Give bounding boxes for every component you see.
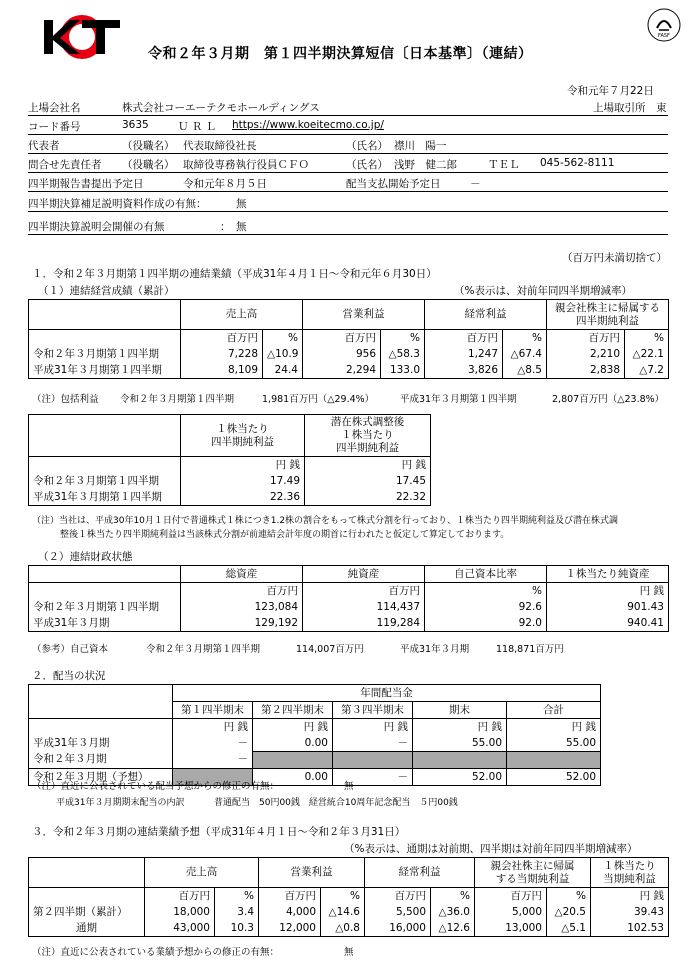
unit-million: 百万円 <box>425 330 503 347</box>
page-title: 令和２年３月期 第１四半期決算短信〔日本基準〕（連結） <box>148 46 533 62</box>
cell: 5,000 <box>475 904 547 920</box>
rep-label: 代表者 <box>28 140 60 152</box>
cell-shaded <box>413 752 507 769</box>
header-equity-ratio: 自己資本比率 <box>425 566 547 583</box>
cell: △20.5 <box>547 904 591 920</box>
section2-heading: ２．配当の状況 <box>32 670 106 682</box>
unit-million: 百万円 <box>303 330 381 347</box>
report-date: 令和元年８月５日 <box>183 178 267 190</box>
cell: △5.1 <box>547 920 591 937</box>
table-row <box>29 473 431 489</box>
section1-sub2: （２）連結財政状態 <box>38 551 133 563</box>
header-annual-dividend: 年間配当金 <box>173 685 601 702</box>
supp-material-value: 無 <box>236 198 247 210</box>
divider <box>28 115 668 116</box>
divider <box>28 191 668 192</box>
table-row <box>29 346 669 362</box>
header-ordinary-income: 経常利益 <box>365 858 475 888</box>
cell: 133.0 <box>381 362 425 379</box>
eps-note-line1: （注）当社は、平成30年10月１日付で普通株式１株につき1.2株の割合をもって株式分割を行っており、１株当たり四半期純利益及び潜在株式調 <box>32 516 619 526</box>
publish-date: 令和元年７月22日 <box>567 85 654 97</box>
header-q1: 第１四半期末 <box>173 702 253 719</box>
rep-name: 襟川 陽一 <box>394 140 447 152</box>
header-blank <box>29 415 181 457</box>
row-label: 平成31年３月期 <box>29 615 181 632</box>
cell: 0.00 <box>253 735 333 752</box>
unit-million: 百万円 <box>475 888 547 905</box>
comp-income-prev-label: 平成31年３月期第１四半期 <box>400 394 517 405</box>
unit-million: 百万円 <box>145 888 215 905</box>
unit-yen: 円 銭 <box>507 719 601 736</box>
table-row <box>29 489 431 506</box>
cell: △67.4 <box>503 346 547 362</box>
unit-pct: % <box>625 330 669 347</box>
unit-yen: 円 銭 <box>173 719 253 736</box>
dividend-note2-value: 普通配当 50円00銭 経営統合10周年記念配当 ５円00銭 <box>214 798 458 808</box>
header-eps: １株当たり 当期純利益 <box>591 858 669 888</box>
unit-pct: % <box>263 330 303 347</box>
supp-material-label: 四半期決算補足説明資料作成の有無： <box>28 198 207 210</box>
equity-note-cur-label: 令和２年３月期第１四半期 <box>146 644 261 655</box>
unit: 百万円 <box>181 583 303 600</box>
row-label: 通期 <box>29 920 145 937</box>
header-net-income: 親会社株主に帰属する 四半期純利益 <box>547 300 669 330</box>
section1-sub1: （１）連結経営成績（累計） <box>38 285 175 297</box>
row-label: 平成31年３月期第１四半期 <box>29 489 181 506</box>
koei-tecmo-logo <box>40 14 124 60</box>
briefing-colon: ： <box>220 221 231 233</box>
cell: 24.4 <box>263 362 303 379</box>
forecast-footer-value: 無 <box>344 947 354 958</box>
divider <box>28 172 668 173</box>
header-bps: １株当たり純資産 <box>547 566 669 583</box>
divider <box>28 234 668 235</box>
briefing-label: 四半期決算説明会開催の有無 <box>28 221 165 233</box>
header-blank <box>29 685 173 719</box>
cell: 22.36 <box>181 489 305 506</box>
section3-note: （%表示は、通期は対前期、四半期は対前年同四半期増減率） <box>344 843 638 855</box>
cell: △12.6 <box>431 920 475 937</box>
cell: 2,210 <box>547 346 625 362</box>
cell: － <box>333 735 413 752</box>
cell: 92.6 <box>425 599 547 615</box>
cell-shaded <box>507 752 601 769</box>
divider <box>28 211 668 212</box>
header-blank <box>29 566 181 583</box>
eps-table <box>28 414 431 506</box>
cell-shaded <box>253 752 333 769</box>
section1-sub1-note: （%表示は、対前年同四半期増減率） <box>454 285 632 297</box>
cell: 956 <box>303 346 381 362</box>
cell: 52.00 <box>507 769 601 786</box>
row-label: 平成31年３月期 <box>29 735 173 752</box>
unit-pct: % <box>547 888 591 905</box>
cell: 92.0 <box>425 615 547 632</box>
rep-name-label: （氏名） <box>346 140 388 152</box>
cell: △36.0 <box>431 904 475 920</box>
contact-title: 取締役専務執行役員ＣＦＯ <box>183 159 309 171</box>
row-label: 令和２年３月期（予想） <box>29 769 173 786</box>
cell: 2,838 <box>547 362 625 379</box>
unit-pct: % <box>431 888 475 905</box>
cell: 7,228 <box>181 346 263 362</box>
row-label: 令和２年３月期第１四半期 <box>29 473 181 489</box>
rep-title-label: （役職名） <box>122 140 175 152</box>
equity-note-prev-value: 118,871百万円 <box>496 644 564 655</box>
header-q3: 第３四半期末 <box>333 702 413 719</box>
unit-blank <box>29 888 145 905</box>
header-eps: １株当たり 四半期純利益 <box>181 415 305 457</box>
unit-yen: 円 銭 <box>181 457 305 474</box>
cell: 18,000 <box>145 904 215 920</box>
unit-million: 百万円 <box>259 888 321 905</box>
cell: 114,437 <box>303 599 425 615</box>
section3-heading: ３．令和２年３月期の連結業績予想（平成31年４月１日～令和２年３月31日） <box>32 826 406 838</box>
header-operating-income: 営業利益 <box>303 300 425 330</box>
equity-note-prev-label: 平成31年３月期 <box>400 644 470 655</box>
dividend-start: － <box>470 178 481 190</box>
cell: 17.45 <box>305 473 431 489</box>
table-row <box>29 735 601 752</box>
svg-text:FASF: FASF <box>658 33 670 39</box>
cell: － <box>173 735 253 752</box>
cell: 119,284 <box>303 615 425 632</box>
unit-million: 百万円 <box>181 330 263 347</box>
dividend-start-label: 配当支払開始予定日 <box>346 178 441 190</box>
header-total: 合計 <box>507 702 601 719</box>
comp-income-cur-value: 1,981百万円（△29.4%） <box>262 394 375 405</box>
briefing-value: 無 <box>236 221 247 233</box>
cell: － <box>173 752 253 769</box>
forecast-footer-label: （注）直近に公表されている業績予想からの修正の有無： <box>32 947 280 958</box>
cell: △58.3 <box>381 346 425 362</box>
cell: 102.53 <box>591 920 669 937</box>
header-ordinary-income: 経常利益 <box>425 300 547 330</box>
header-blank <box>29 858 145 888</box>
cell: 901.43 <box>547 599 669 615</box>
report-date-label: 四半期報告書提出予定日 <box>28 178 144 190</box>
performance-table <box>28 299 669 379</box>
cell: △0.8 <box>321 920 365 937</box>
row-label: 令和２年３月期第１四半期 <box>29 599 181 615</box>
table-row <box>29 599 669 615</box>
unit-yen: 円 銭 <box>413 719 507 736</box>
unit-pct: % <box>381 330 425 347</box>
unit-million: 百万円 <box>547 330 625 347</box>
cell: 8,109 <box>181 362 263 379</box>
header-diluted-eps: 潜在株式調整後 １株当たり 四半期純利益 <box>305 415 431 457</box>
unit-blank <box>29 330 181 347</box>
url-label: Ｕ Ｒ Ｌ <box>178 121 217 133</box>
unit-blank <box>29 719 173 736</box>
unit-yen: 円 銭 <box>333 719 413 736</box>
cell: 16,000 <box>365 920 431 937</box>
table-row <box>29 752 601 769</box>
unit: 百万円 <box>303 583 425 600</box>
company-url-link[interactable]: https://www.koeitecmo.co.jp/ <box>232 119 384 131</box>
rep-title: 代表取締役社長 <box>183 140 257 152</box>
header-blank <box>29 300 181 330</box>
financial-position-table <box>28 565 669 632</box>
contact-name-label: （氏名） <box>346 159 388 171</box>
row-label: 第２四半期（累計） <box>29 904 145 920</box>
cell: 3.4 <box>215 904 259 920</box>
cell: 22.32 <box>305 489 431 506</box>
header-q2: 第２四半期末 <box>253 702 333 719</box>
unit: % <box>425 583 547 600</box>
table-row <box>29 615 669 632</box>
listed-company-value: 株式会社コーエーテクモホールディングス <box>122 102 320 114</box>
unit-yen: 円 銭 <box>305 457 431 474</box>
header-net-income: 親会社株主に帰属 する当期純利益 <box>475 858 591 888</box>
header-net-assets: 純資産 <box>303 566 425 583</box>
comp-income-prev-value: 2,807百万円（△23.8%） <box>552 394 665 405</box>
fasf-mark-icon <box>647 8 681 42</box>
cell: 55.00 <box>413 735 507 752</box>
cell: 13,000 <box>475 920 547 937</box>
cell: 2,294 <box>303 362 381 379</box>
dividend-table <box>28 684 601 786</box>
comp-income-label: （注）包括利益 <box>32 394 99 405</box>
cell: △7.2 <box>625 362 669 379</box>
cell-shaded <box>333 752 413 769</box>
cell: － <box>333 769 413 786</box>
eps-note-line2: 整後１株当たり四半期純利益は当該株式分割が前連結会計年度の期首に行われたと仮定して算定しております。 <box>60 530 510 540</box>
row-label: 平成31年３月期第１四半期 <box>29 362 181 379</box>
unit-yen: 円 銭 <box>591 888 669 905</box>
row-label: 令和２年３月期第１四半期 <box>29 346 181 362</box>
unit-pct: % <box>215 888 259 905</box>
cell: 1,247 <box>425 346 503 362</box>
cell: 940.41 <box>547 615 669 632</box>
forecast-table <box>28 857 669 937</box>
cell: △8.5 <box>503 362 547 379</box>
cell: 10.3 <box>215 920 259 937</box>
cell: 55.00 <box>507 735 601 752</box>
table-row <box>29 920 669 937</box>
header-operating-income: 営業利益 <box>259 858 365 888</box>
cell: 3,826 <box>425 362 503 379</box>
unit-note: （百万円未満切捨て） <box>562 252 667 264</box>
tel-label: ＴＥＬ <box>488 159 520 171</box>
cell: 5,500 <box>365 904 431 920</box>
contact-label: 問合せ先責任者 <box>28 159 102 171</box>
dividend-note1-label: （注）直近に公表されている配当予想からの修正の有無： <box>32 781 280 792</box>
equity-note-label: （参考）自己資本 <box>32 644 109 655</box>
code-label: コード番号 <box>28 121 81 133</box>
table-row <box>29 362 669 379</box>
header-total-assets: 総資産 <box>181 566 303 583</box>
contact-name: 浅野 健二郎 <box>394 159 457 171</box>
header-year-end: 期末 <box>413 702 507 719</box>
cell: △22.1 <box>625 346 669 362</box>
code-value: 3635 <box>122 119 149 131</box>
dividend-note2-label: 平成31年３月期期末配当の内訳 <box>56 798 185 808</box>
tel-value: 045-562-8111 <box>540 157 615 169</box>
contact-title-label: （役職名） <box>122 159 175 171</box>
cell: 12,000 <box>259 920 321 937</box>
unit-pct: % <box>321 888 365 905</box>
row-label: 令和２年３月期 <box>29 752 173 769</box>
dividend-note1-value: 無 <box>344 781 354 792</box>
table-row <box>29 904 669 920</box>
cell: 123,084 <box>181 599 303 615</box>
divider <box>28 153 668 154</box>
cell: △14.6 <box>321 904 365 920</box>
cell: 43,000 <box>145 920 215 937</box>
comp-income-cur-label: 令和２年３月期第１四半期 <box>120 394 235 405</box>
cell: 0.00 <box>253 769 333 786</box>
equity-note-cur-value: 114,007百万円 <box>296 644 364 655</box>
header-sales: 売上高 <box>181 300 303 330</box>
unit: 円 銭 <box>547 583 669 600</box>
unit-million: 百万円 <box>365 888 431 905</box>
stock-exchange: 上場取引所 東 <box>593 102 667 114</box>
unit-blank <box>29 457 181 474</box>
divider <box>28 134 668 135</box>
section1-heading: １．令和２年３月期第１四半期の連結業績（平成31年４月１日～令和元年６月30日） <box>32 268 437 280</box>
cell: 129,192 <box>181 615 303 632</box>
header-sales: 売上高 <box>145 858 259 888</box>
unit-blank <box>29 583 181 600</box>
unit-pct: % <box>503 330 547 347</box>
listed-company-label: 上場会社名 <box>28 102 81 114</box>
cell: 52.00 <box>413 769 507 786</box>
cell: 17.49 <box>181 473 305 489</box>
cell: 39.43 <box>591 904 669 920</box>
cell: △10.9 <box>263 346 303 362</box>
cell: 4,000 <box>259 904 321 920</box>
unit-yen: 円 銭 <box>253 719 333 736</box>
